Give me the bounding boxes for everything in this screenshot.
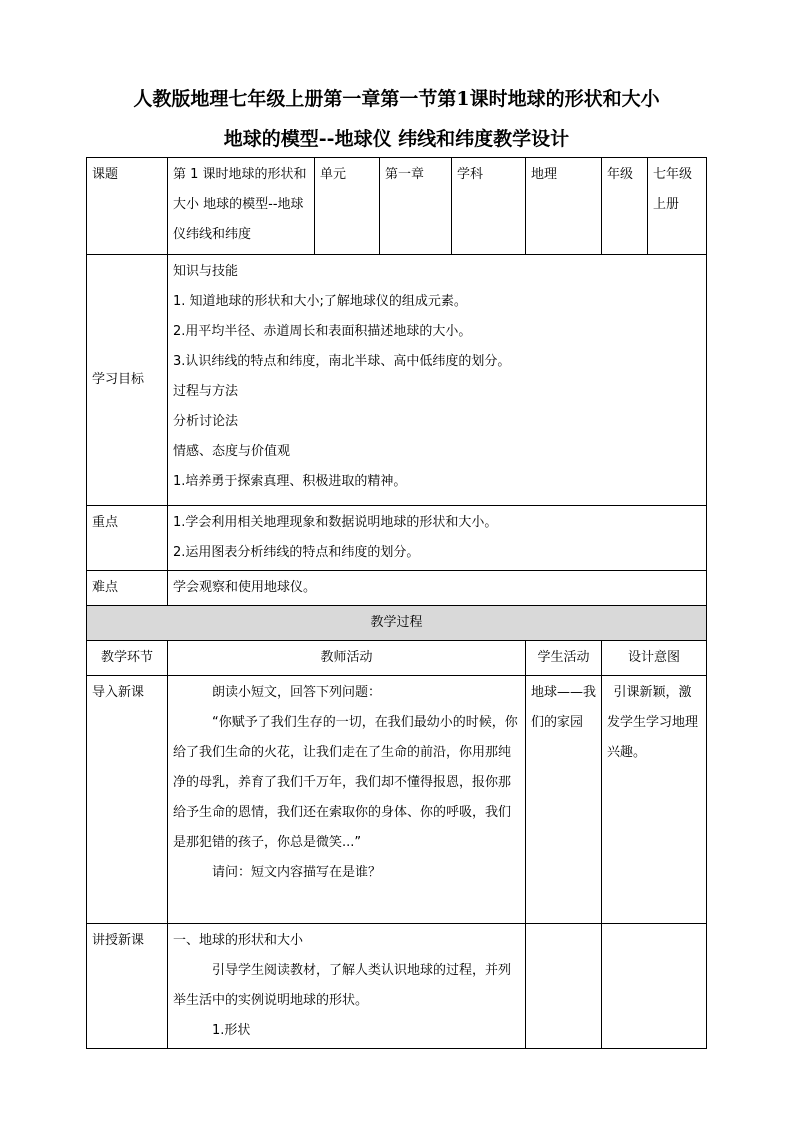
- col-step-header: 教学环节: [87, 641, 168, 676]
- new-intent: [602, 924, 707, 1049]
- objective-line: 知识与技能: [173, 264, 239, 279]
- subject-label: 学科: [452, 158, 526, 255]
- intro-teacher-quote: “你赋予了我们生存的一切，在我们最幼小的时候，你给了我们生命的火花，让我们走在了生命的前沿，你用那纯净的母乳，养育了我们千万年，我们却不懂得报恩，报你那给予生命的恩情，我们还在索取你的身体、你的呼吸，我们是那犯错的孩子，你总是微笑...”: [173, 715, 518, 850]
- difficulty-row: [87, 571, 707, 606]
- objective-line: 分析讨论法: [173, 414, 239, 429]
- intro-step: 导入新课: [87, 676, 168, 924]
- grade-label: 年级: [602, 158, 648, 255]
- key-points-label: 重点: [87, 506, 168, 571]
- intro-student: 地球——我们的家园: [526, 676, 602, 924]
- new-step: 讲授新课: [87, 924, 168, 1049]
- subject-value: 地理: [526, 158, 602, 255]
- key-points-content: [168, 506, 707, 571]
- new-student: [526, 924, 602, 1049]
- unit-label: 单元: [315, 158, 380, 255]
- process-title: 教学过程: [87, 606, 707, 641]
- objective-line: 1. 知道地球的形状和大小;了解地球仪的组成元素。: [173, 294, 467, 309]
- process-title-row: [87, 606, 707, 641]
- process-header-row: [87, 641, 707, 676]
- intro-teacher: [168, 676, 526, 924]
- intro-teacher-question: 请问：短文内容描写在是谁？: [212, 865, 382, 880]
- topic-label: 课题: [87, 158, 168, 255]
- objectives-content: [168, 255, 707, 506]
- new-teacher: [168, 924, 526, 1049]
- objective-line: 2.用平均半径、赤道周长和表面积描述地球的大小。: [173, 324, 472, 339]
- objective-line: 3.认识纬线的特点和纬度，南北半球、高中低纬度的划分。: [173, 354, 511, 369]
- new-teacher-line: 引导学生阅读教材，了解人类认识地球的过程，并列举生活中的实例说明地球的形状。: [173, 963, 512, 1008]
- objectives-row: [87, 255, 707, 506]
- new-teacher-line: 1.形状: [212, 1023, 251, 1038]
- intro-teacher-line: 朗读小短文，回答下列问题：: [212, 685, 382, 700]
- topic-value: 第 1 课时地球的形状和大小 地球的模型--地球仪纬线和纬度: [168, 158, 315, 255]
- key-point-line: 2.运用图表分析纬线的特点和纬度的划分。: [173, 545, 420, 560]
- objective-line: 过程与方法: [173, 384, 239, 399]
- unit-value: 第一章: [380, 158, 452, 255]
- document-title-line-1: 人教版地理七年级上册第一章第一节第1课时地球的形状和大小: [133, 88, 660, 110]
- col-intent-header: 设计意图: [602, 641, 707, 676]
- col-teacher-header: 教师活动: [168, 641, 526, 676]
- key-point-line: 1.学会利用相关地理现象和数据说明地球的形状和大小。: [173, 515, 498, 530]
- objectives-label: 学习目标: [87, 255, 168, 506]
- grade-value: 七年级上册: [648, 158, 707, 255]
- new-teacher-line: 一、地球的形状和大小: [173, 933, 304, 948]
- objective-line: 1.培养勇于探索真理、积极进取的精神。: [173, 474, 407, 489]
- intro-intent: 引课新颖，激发学生学习地理兴趣。: [602, 676, 707, 924]
- intro-row: [87, 676, 707, 924]
- key-points-row: [87, 506, 707, 571]
- header-row: [87, 158, 707, 255]
- difficulty-content: 学会观察和使用地球仪。: [168, 571, 707, 606]
- new-lesson-row: [87, 924, 707, 1049]
- col-student-header: 学生活动: [526, 641, 602, 676]
- objective-line: 情感、态度与价值观: [173, 444, 291, 459]
- document-title-line-2: 地球的模型--地球仪 纬线和纬度教学设计: [223, 128, 570, 150]
- difficulty-label: 难点: [87, 571, 168, 606]
- lesson-plan-table: [86, 157, 707, 1049]
